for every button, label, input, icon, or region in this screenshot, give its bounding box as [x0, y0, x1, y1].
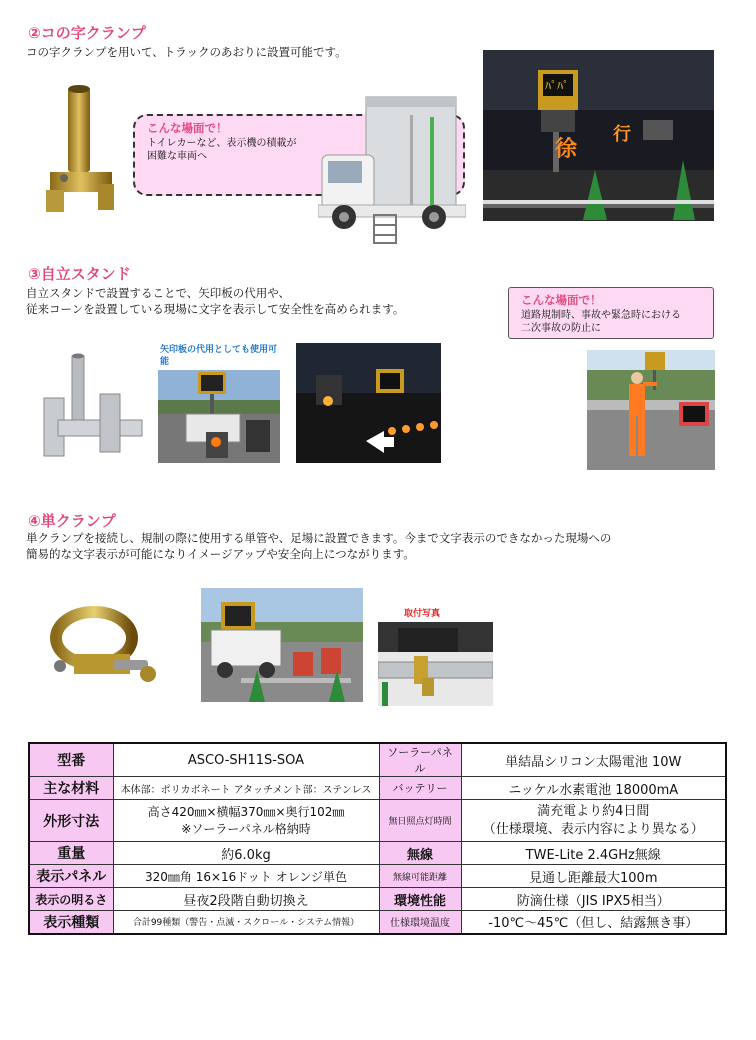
- stand-photo: [38, 350, 148, 460]
- bubble-text-line: 二次事故の防止に: [521, 323, 601, 334]
- spec-value: 合計99種類（警告・点滅・スクロール・システム情報）: [113, 911, 379, 934]
- spec-value: 昼夜2段階自動切換え: [113, 888, 379, 911]
- section-2-title: ②コの字クランプ: [28, 24, 146, 42]
- spec-value-line: ※ソーラーパネル格納時: [181, 821, 311, 836]
- spec-key: ソーラーパネル: [379, 743, 461, 777]
- table-row: [29, 911, 726, 934]
- bubble-heading: こんな場面で！: [521, 293, 602, 307]
- spec-table: [28, 742, 727, 935]
- table-row: [29, 888, 726, 911]
- spec-key: 重量: [29, 842, 113, 865]
- pipe-truck-photo: [201, 588, 363, 702]
- spec-value: 約6.0kg: [113, 842, 379, 865]
- section-3-title: ③自立スタンド: [28, 265, 131, 283]
- spec-value: 見通し距離最大100m: [461, 865, 726, 888]
- table-row: [29, 743, 726, 777]
- spec-key: 型番: [29, 743, 113, 777]
- mounting-photo-caption: 取付写真: [404, 609, 441, 619]
- spec-key: 外形寸法: [29, 800, 113, 842]
- stand-caption: 矢印板の代用としても使用可能: [160, 345, 278, 367]
- section-4-title: ④単クランプ: [28, 512, 116, 530]
- spec-value: ASCO-SH11S-SOA: [113, 743, 379, 777]
- spec-key: 環境性能: [379, 888, 461, 911]
- spec-value: [113, 800, 379, 842]
- stand-night-photo: [296, 343, 441, 463]
- spec-key: 表示種類: [29, 911, 113, 934]
- svg-text:ﾊﾟﾊﾟ: ﾊﾟﾊﾟ: [545, 79, 570, 93]
- spec-value: TWE-Lite 2.4GHz無線: [461, 842, 726, 865]
- stand-day-photo: [158, 370, 280, 463]
- section-4-description-line1: 単クランプを接続し、規制の際に使用する単管や、足場に設置できます。今まで文字表示のできなかった現場への: [26, 531, 612, 545]
- section-2-description: コの字クランプを用いて、トラックのあおりに設置可能です。: [26, 45, 347, 59]
- spec-value: 320㎜角 16×16ドット オレンジ単色: [113, 865, 379, 888]
- bubble-text-line: 困難な車両へ: [147, 151, 207, 162]
- spec-value: [461, 800, 726, 842]
- spec-key: 表示パネル: [29, 865, 113, 888]
- bubble-text-line: トイレカーなど、表示機の積載が: [147, 138, 297, 149]
- section-3-description-line2: 従来コーンを設置している現場に文字を表示して安全性を高められます。: [26, 302, 405, 316]
- spec-value: ニッケル水素電池 18000mA: [461, 777, 726, 800]
- night-sign-photo: [483, 50, 714, 221]
- spec-value-line: 高さ420㎜×横幅370㎜×奥行102㎜: [147, 804, 345, 819]
- spec-value-line: （仕様環境、表示内容により異なる）: [482, 821, 704, 837]
- section-3-description-line1: 自立スタンドで設置することで、矢印板の代用や、: [26, 286, 291, 300]
- sign-char-slow: 徐: [555, 137, 578, 162]
- u-clamp-photo: [40, 82, 120, 217]
- spec-key: 無線: [379, 842, 461, 865]
- clamp-closeup-photo: [378, 622, 493, 706]
- spec-key: 表示の明るさ: [29, 888, 113, 911]
- sign-char-go: 行: [613, 124, 631, 145]
- spec-value: 防滴仕様（JIS IPX5相当）: [461, 888, 726, 911]
- spec-key: バッテリー: [379, 777, 461, 800]
- table-row: [29, 800, 726, 842]
- spec-value: -10℃～45℃（但し、結露無き事）: [461, 911, 726, 934]
- bubble-text-line: 道路規制時、事故や緊急時における: [521, 310, 681, 321]
- worker-photo: [587, 350, 715, 470]
- section-4-description-line2: 簡易的な文字表示が可能になりイメージアップや安全向上につながります。: [26, 547, 415, 561]
- table-row: [29, 865, 726, 888]
- single-clamp-photo: [44, 604, 160, 696]
- bubble-heading: こんな場面で！: [147, 121, 228, 135]
- truck-photo: [318, 95, 466, 245]
- spec-key: 主な材料: [29, 777, 113, 800]
- table-row: [29, 842, 726, 865]
- spec-key: 仕様環境温度: [379, 911, 461, 934]
- spec-key: 無日照点灯時間: [379, 800, 461, 842]
- spec-key: 無線可能距離: [379, 865, 461, 888]
- spec-value-line: 満充電より約4日間: [537, 803, 650, 819]
- section-3-scene-bubble: [508, 287, 714, 339]
- spec-value: 本体部：ポリカボネート アタッチメント部：ステンレス: [113, 777, 379, 800]
- spec-value: 単結晶シリコン太陽電池 10W: [461, 743, 726, 777]
- table-row: [29, 777, 726, 800]
